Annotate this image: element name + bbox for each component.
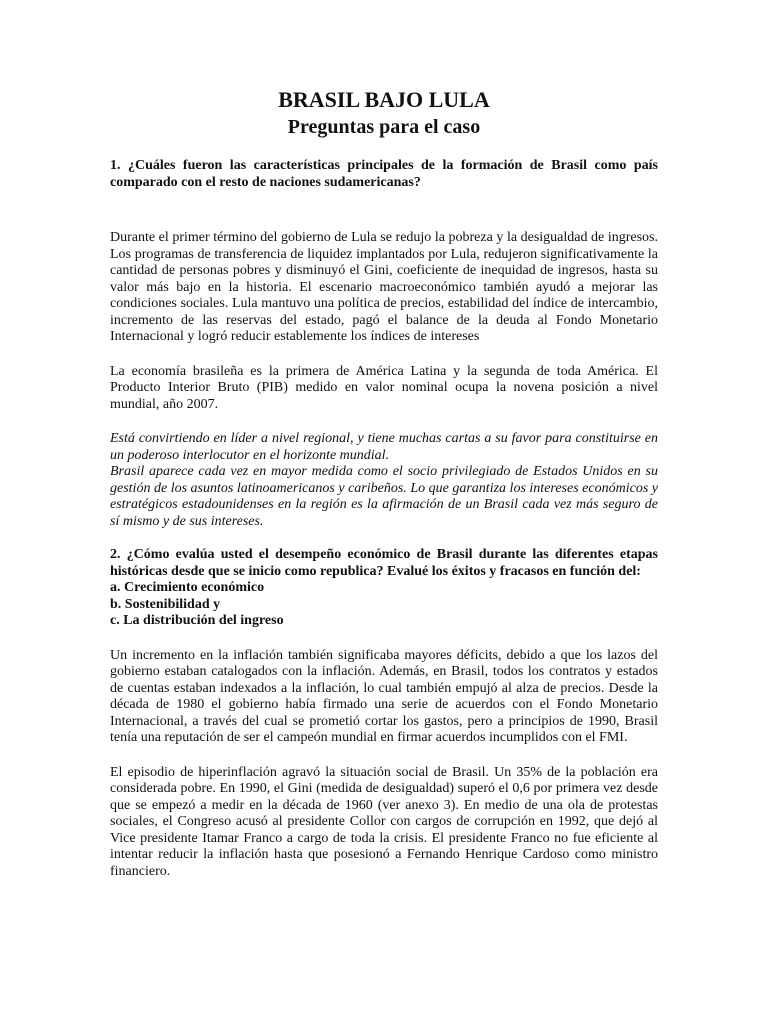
paragraph-hyperinflation: El episodio de hiperinflación agravó la situación social de Brasil. Un 35% de la población era considerada pobre. En 1990, el Gini (medida de desigualdad) superó el 0,6 por primera vez desde que se empezó a medir en la década de 1960 (ver anexo 3). En medio de una ola de protestas sociales, el Congreso acusó al presidente Collor con cargos de corrupción en 1992, que dejó al Vice presidente Itamar Franco a cargo de toda la crisis. El presidente Franco no fue eficiente al intentar reducir la inflación hasta que posesionó a Fernando Henrique Cardoso como ministro financiero. — [110, 764, 658, 879]
question-1: 1. ¿Cuáles fueron las características principales de la formación de Brasil como país comparado con el resto de naciones sudamericanas? — [110, 158, 658, 190]
spacer — [110, 346, 658, 364]
spacer — [110, 413, 658, 431]
question-2-item-a: a. Crecimiento económico — [110, 580, 265, 595]
question-2: 2. ¿Cómo evalúa usted el desempeño económico de Brasil durante las diferentes etapas históricas desde que se inicio como republica? Evalué los éxitos y fracasos en función del: — [110, 547, 658, 579]
question-2-items — [110, 580, 658, 630]
spacer — [110, 530, 658, 547]
italic-paragraph-leader: Está convirtiendo en líder a nivel regional, y tiene muchas cartas a su favor para constituirse en un poderoso interlocutor en el horizonte mundial. — [110, 431, 658, 463]
question-2-item-b: b. Sostenibilidad y — [110, 596, 221, 612]
italic-paragraph-partner: Brasil aparece cada vez en mayor medida como el socio privilegiado de Estados Unidos en su gestión de los asuntos latinoamericanos y caribeños. Lo que garantiza los intereses económicos y estratégicos estadounidenses en la región es la afirmación de un Brasil cada vez más seguro de sí mismo y de sus intereses. — [110, 464, 658, 529]
document-page — [110, 86, 658, 880]
paragraph-economy-ranking: La economía brasileña es la primera de América Latina y la segunda de toda América. El Producto Interior Bruto (PIB) medido en valor nominal ocupa la novena posición a nivel mundial, año 2007. — [110, 363, 658, 412]
spacer — [110, 747, 658, 765]
paragraph-inflation: Un incremento en la inflación también significaba mayores déficits, debido a que los lazos del gobierno estaban catalogados con la inflación. Además, en Brasil, todos los contratos y estados de cuentas estaban indexados a la inflación, lo cual también empujó al alza de precios. Desde la década de 1980 el gobierno había firmado una serie de acuerdos con el Fondo Monetario Internacional, a través del cual se prometió cortar los gastos, pero a principios de 1990, Brasil tenía una reputación de ser el campeón mundial en firmar acuerdos incumplidos con el FMI. — [110, 647, 658, 745]
spacer — [110, 191, 658, 230]
paragraph-lula-poverty: Durante el primer término del gobierno de Lula se redujo la pobreza y la desigualdad de ingresos. Los programas de transferencia de liquidez implantados por Lula, redujeron significativamente la cantidad de personas pobres y disminuyó el Gini, coeficiente de inequidad de ingresos, hasta su valor más bajo en la historia. El escenario macroeconómico también ayudó a mejorar las condiciones sociales. Lula mantuvo una política de precios, estabilidad del índice de intercambio, incremento de las reservas del estado, pagó el balance de la deuda al Fondo Monetario Internacional y logró reducir establemente los índices de intereses — [110, 230, 658, 344]
spacer — [110, 630, 658, 648]
document-subtitle: Preguntas para el caso — [287, 116, 481, 138]
document-title: BRASIL BAJO LULA — [278, 87, 490, 112]
question-2-item-c: c. La distribución del ingreso — [110, 613, 284, 628]
